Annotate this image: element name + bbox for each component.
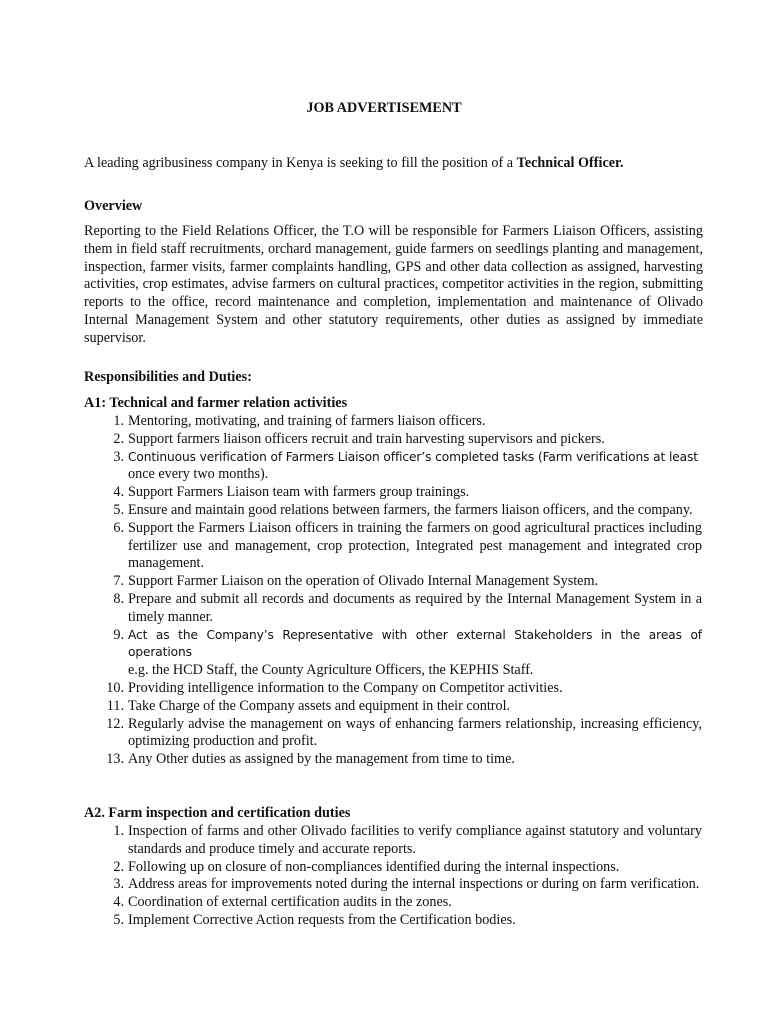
- section-a2-list: [113, 823, 702, 930]
- list-item: 1. Inspection of farms and other Olivado facilities to verify compliance against statutory and voluntary standards and produce timely and accurate reports.: [113, 823, 702, 857]
- list-item: 7. Support Farmer Liaison on the operation of Olivado Internal Management System.: [113, 573, 599, 590]
- list-item: 2. Following up on closure of non-compliances identified during the internal inspections.: [113, 858, 620, 875]
- responsibilities-heading: Responsibilities and Duties:: [84, 369, 252, 385]
- overview-paragraph: Reporting to the Field Relations Officer, the T.O will be responsible for Farmers Liaison Officers, assisting them in field staff recruitments, orchard management, guide farmers on seedlings planting and management, inspection, farmer visits, farmer complaints handling, GPS and other data collection as assigned, harvesting activities, crop estimates, advise farmers on cultural practices, competitor activities in the region, submitting reports to the office, record maintenance and completion, implementation and maintenance of Olivado Internal Management System and other statutory requirements, other duties as assigned by immediate supervisor.: [84, 223, 703, 346]
- list-item: 6. Support the Farmers Liaison officers in training the farmers on good agricultural practices including fertilizer use and management, crop protection, Integrated pest management and integrated crop management.: [113, 519, 702, 572]
- list-item: 3. Continuous verification of Farmers Liaison officer’s completed tasks (Farm verifications at least once every two months).: [113, 448, 698, 483]
- list-item: 5. Implement Corrective Action requests from the Certification bodies.: [113, 911, 516, 928]
- list-item: 8. Prepare and submit all records and documents as required by the Internal Management System in a timely manner.: [113, 590, 702, 625]
- list-item: 11. Take Charge of the Company assets and equipment in their control.: [106, 697, 511, 714]
- list-item: 1. Mentoring, motivating, and training of farmers liaison officers.: [113, 413, 486, 429]
- list-item: 13. Any Other duties as assigned by the management from time to time.: [106, 751, 515, 768]
- section-a1-list: [106, 413, 702, 769]
- list-item: 12. Regularly advise the management on ways of enhancing farmers relationship, increasing efficiency, optimizing production and profit.: [106, 715, 702, 750]
- list-item: 3. Address areas for improvements noted during the internal inspections or during on farm verification.: [113, 876, 700, 893]
- list-item: 2. Support farmers liaison officers recruit and train harvesting supervisors and pickers.: [113, 430, 605, 447]
- list-item: 10. Providing intelligence information to the Company on Competitor activities.: [106, 679, 563, 696]
- intro-paragraph: [84, 155, 714, 173]
- section-a1-heading: A1: Technical and farmer relation activities: [84, 395, 348, 411]
- overview-heading: Overview: [84, 198, 143, 214]
- list-item: 4. Coordination of external certification audits in the zones.: [113, 894, 452, 911]
- list-item: 9. Act as the Company’s Representative with other external Stakeholders in the areas of operations e.g. the HCD Staff, the County Agriculture Officers, the KEPHIS Staff.: [113, 626, 702, 679]
- page-title: JOB ADVERTISEMENT: [306, 100, 462, 116]
- intro-text: A leading agribusiness company in Kenya is seeking to fill the position of a: [84, 155, 517, 171]
- position-title: Technical Officer.: [516, 155, 624, 171]
- section-a2-heading: A2. Farm inspection and certification duties: [84, 805, 351, 821]
- list-item: 4. Support Farmers Liaison team with farmers group trainings.: [113, 484, 470, 501]
- list-item: 5. Ensure and maintain good relations between farmers, the farmers liaison officers, and the company.: [113, 501, 693, 518]
